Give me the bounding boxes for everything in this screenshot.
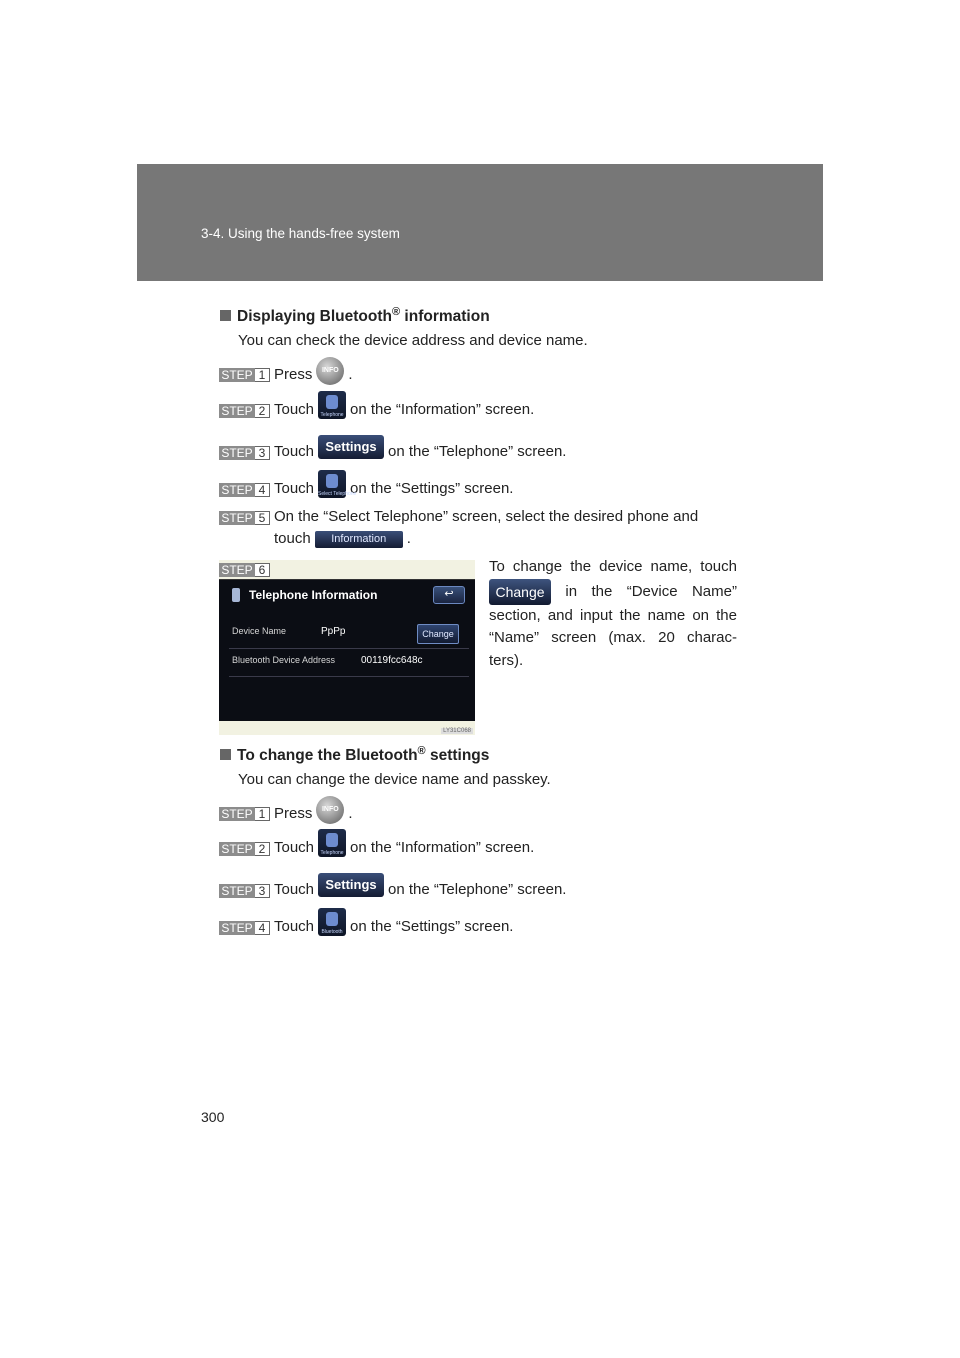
section-header: 3-4. Using the hands-free system — [201, 226, 400, 241]
change-button-image: Change — [417, 624, 459, 644]
step-badge: STEP 2 — [219, 404, 271, 418]
step-badge: STEP 3 — [219, 446, 271, 460]
divider — [229, 676, 469, 677]
step-badge: STEP 1 — [219, 807, 271, 821]
information-button-image: Information — [315, 531, 403, 548]
section-description: You can change the device name and passkey. — [238, 771, 551, 788]
step-badge: STEP 2 — [219, 842, 271, 856]
step-badge: STEP 3 — [219, 884, 271, 898]
section-title-change-settings: To change the Bluetooth® settings — [220, 745, 489, 765]
bluetooth-icon: Bluetooth — [318, 908, 346, 936]
change-button-image: Change — [489, 579, 551, 605]
section-title-displaying-info: Displaying Bluetooth® information — [220, 306, 490, 326]
section-description: You can check the device address and device name. — [238, 332, 588, 349]
step-badge: STEP 1 — [219, 368, 271, 382]
telephone-information-figure — [219, 560, 475, 735]
settings-button-image: Settings — [318, 873, 384, 897]
settings-button-image: Settings — [318, 435, 384, 459]
step-badge: STEP 5 — [219, 511, 271, 525]
header-band — [137, 164, 823, 281]
back-icon: ↩ — [433, 586, 465, 604]
telephone-information-screen — [219, 579, 475, 721]
page-number: 300 — [201, 1109, 225, 1125]
address-value: 00119fcc648c — [361, 655, 423, 666]
figure-code: LY31C068 — [443, 728, 471, 734]
info-button-icon: INFO — [316, 357, 344, 385]
square-bullet-icon — [220, 749, 231, 760]
telephone-icon: Telephone — [318, 391, 346, 419]
divider — [229, 648, 469, 649]
phone-icon — [232, 588, 240, 602]
telephone-icon: Telephone — [318, 829, 346, 857]
square-bullet-icon — [220, 310, 231, 321]
device-name-value: PpPp — [321, 626, 346, 637]
device-name-label: Device Name — [232, 626, 287, 636]
change-device-name-text: To change the device name, touch Change in the “Device Name” section, and input the name on the “Name” screen (max. 20 charac-ters). — [489, 558, 737, 669]
step-badge: STEP 4 — [219, 921, 271, 935]
screen-title: Telephone Information — [249, 588, 378, 602]
info-button-icon: INFO — [316, 796, 344, 824]
select-telephone-icon: Select Telephone — [318, 470, 346, 498]
step-badge: STEP 6 — [219, 563, 271, 577]
step-badge: STEP 4 — [219, 483, 271, 497]
address-label: Bluetooth Device Address — [232, 655, 336, 665]
